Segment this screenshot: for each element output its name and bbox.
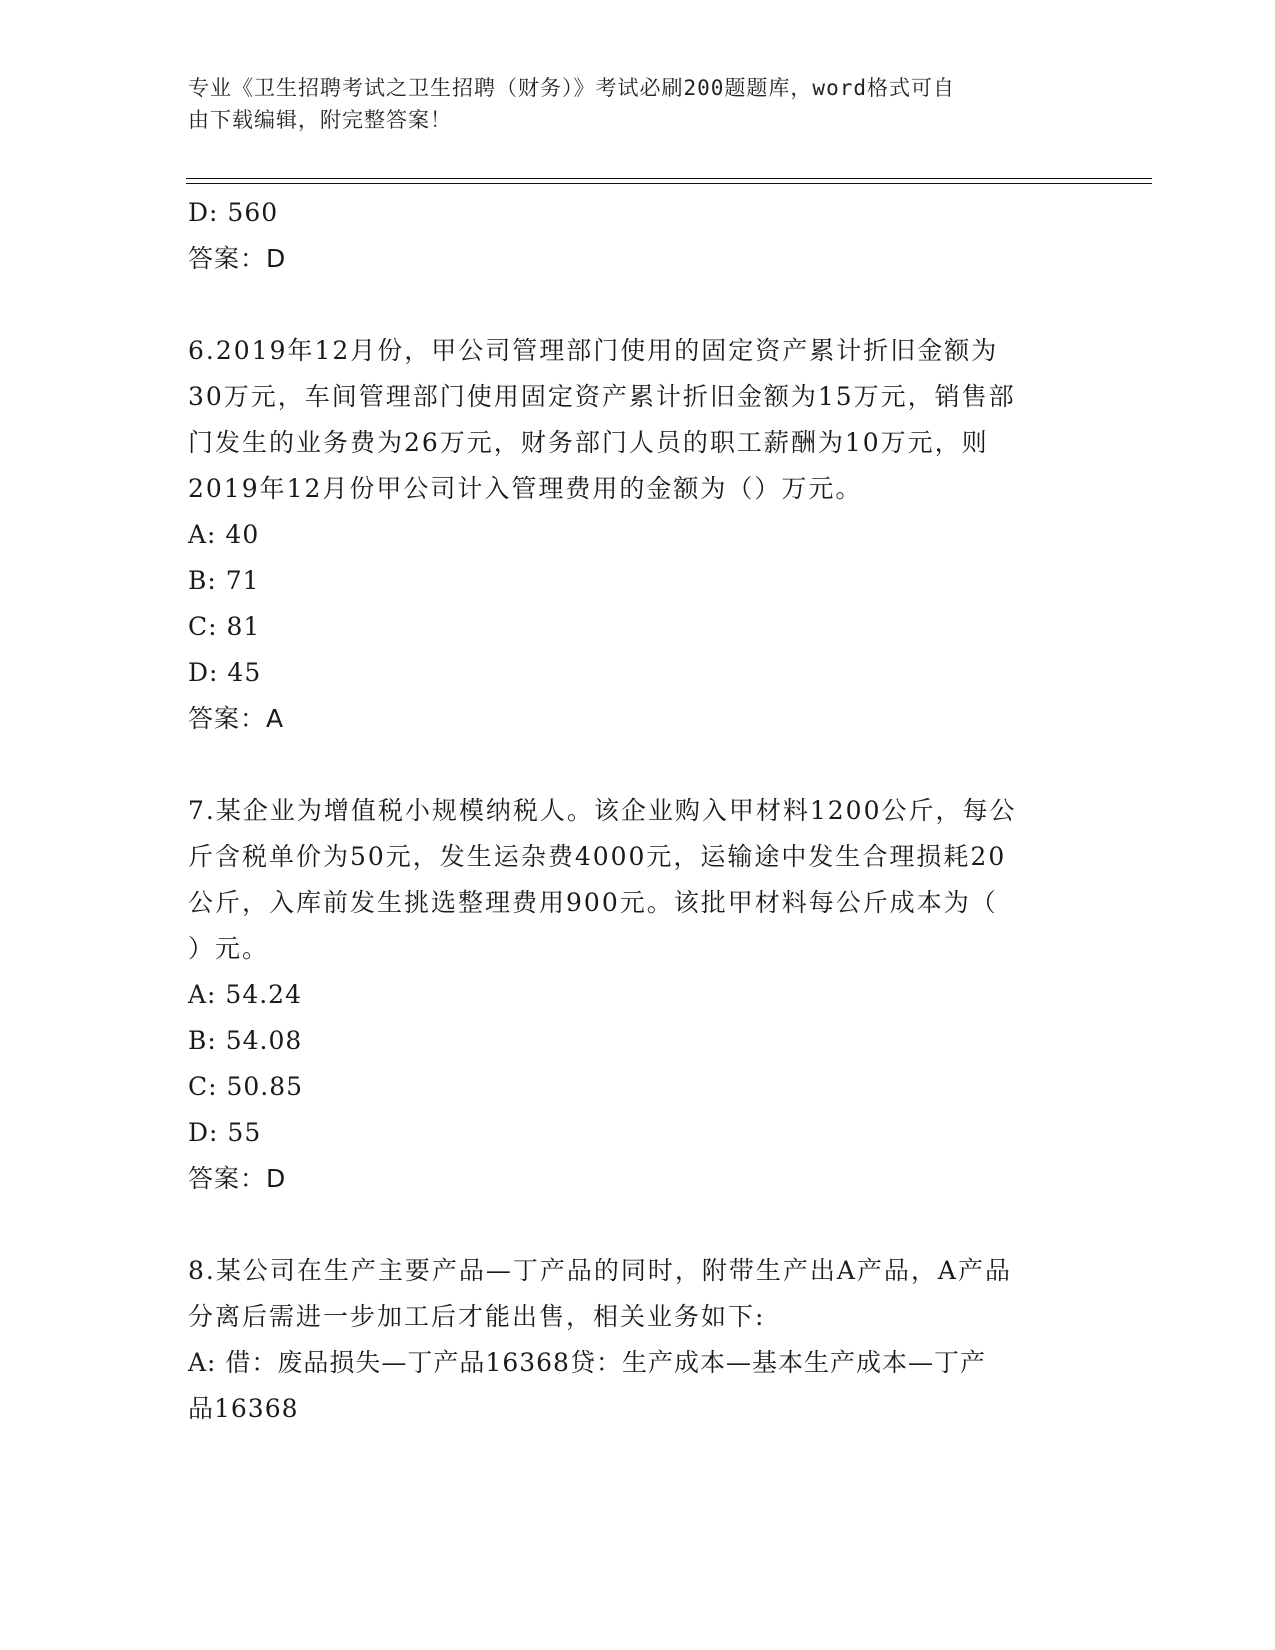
q6-answer: 答案：A: [188, 704, 285, 733]
q7-stem-line: 斤含税单价为50元，发生运杂费4000元，运输途中发生合理损耗20: [188, 842, 1007, 871]
q6-option-b: B: 71: [188, 566, 260, 595]
q8-option-a-continued: 品16368: [188, 1394, 299, 1423]
q6-stem-line: 30万元，车间管理部门使用固定资产累计折旧金额为15万元，销售部: [188, 382, 1016, 411]
q7-option-b: B: 54.08: [188, 1026, 303, 1055]
q5-answer: 答案：D: [188, 244, 287, 273]
q6-stem-line: 门发生的业务费为26万元，财务部门人员的职工薪酬为10万元，则: [188, 428, 989, 457]
q6-option-a: A: 40: [188, 520, 260, 549]
header-line-1: 专业《卫生招聘考试之卫生招聘（财务）》考试必刷200题题库，word格式可自: [188, 76, 955, 100]
question-6: [188, 328, 1088, 742]
spacer: [188, 1202, 1088, 1248]
header-divider-bottom: [186, 183, 1152, 184]
q8-stem-line: 8.某公司在生产主要产品—丁产品的同时，附带生产出A产品，A产品: [188, 1256, 1012, 1285]
spacer: [188, 282, 1088, 328]
q8-stem-line: 分离后需进一步加工后才能出售，相关业务如下:: [188, 1302, 766, 1331]
question-8: [188, 1248, 1088, 1432]
q7-answer: 答案：D: [188, 1164, 287, 1193]
q6-stem-line: 2019年12月份甲公司计入管理费用的金额为（）万元。: [188, 474, 863, 503]
document-header: [188, 72, 1068, 136]
q7-stem-line: ）元。: [188, 934, 270, 963]
q6-option-d: D: 45: [188, 658, 262, 687]
q5-option-d: D: 560: [188, 198, 279, 227]
q7-option-a: A: 54.24: [188, 980, 302, 1009]
q7-option-c: C: 50.85: [188, 1072, 304, 1101]
question-5-tail: [188, 190, 1088, 282]
spacer: [188, 742, 1088, 788]
document-body: [188, 190, 1088, 1432]
q7-stem-line: 公斤，入库前发生挑选整理费用900元。该批甲材料每公斤成本为（: [188, 888, 998, 917]
q8-option-a: A: 借：废品损失—丁产品16368贷：生产成本—基本生产成本—丁产: [188, 1348, 986, 1377]
header-divider-top: [186, 178, 1152, 179]
q6-option-c: C: 81: [188, 612, 261, 641]
header-line-2: 由下载编辑，附完整答案！: [188, 108, 452, 132]
q6-stem-line: 6.2019年12月份，甲公司管理部门使用的固定资产累计折旧金额为: [188, 336, 999, 365]
q7-stem-line: 7.某企业为增值税小规模纳税人。该企业购入甲材料1200公斤，每公: [188, 796, 1017, 825]
question-7: [188, 788, 1088, 1202]
q7-option-d: D: 55: [188, 1118, 262, 1147]
